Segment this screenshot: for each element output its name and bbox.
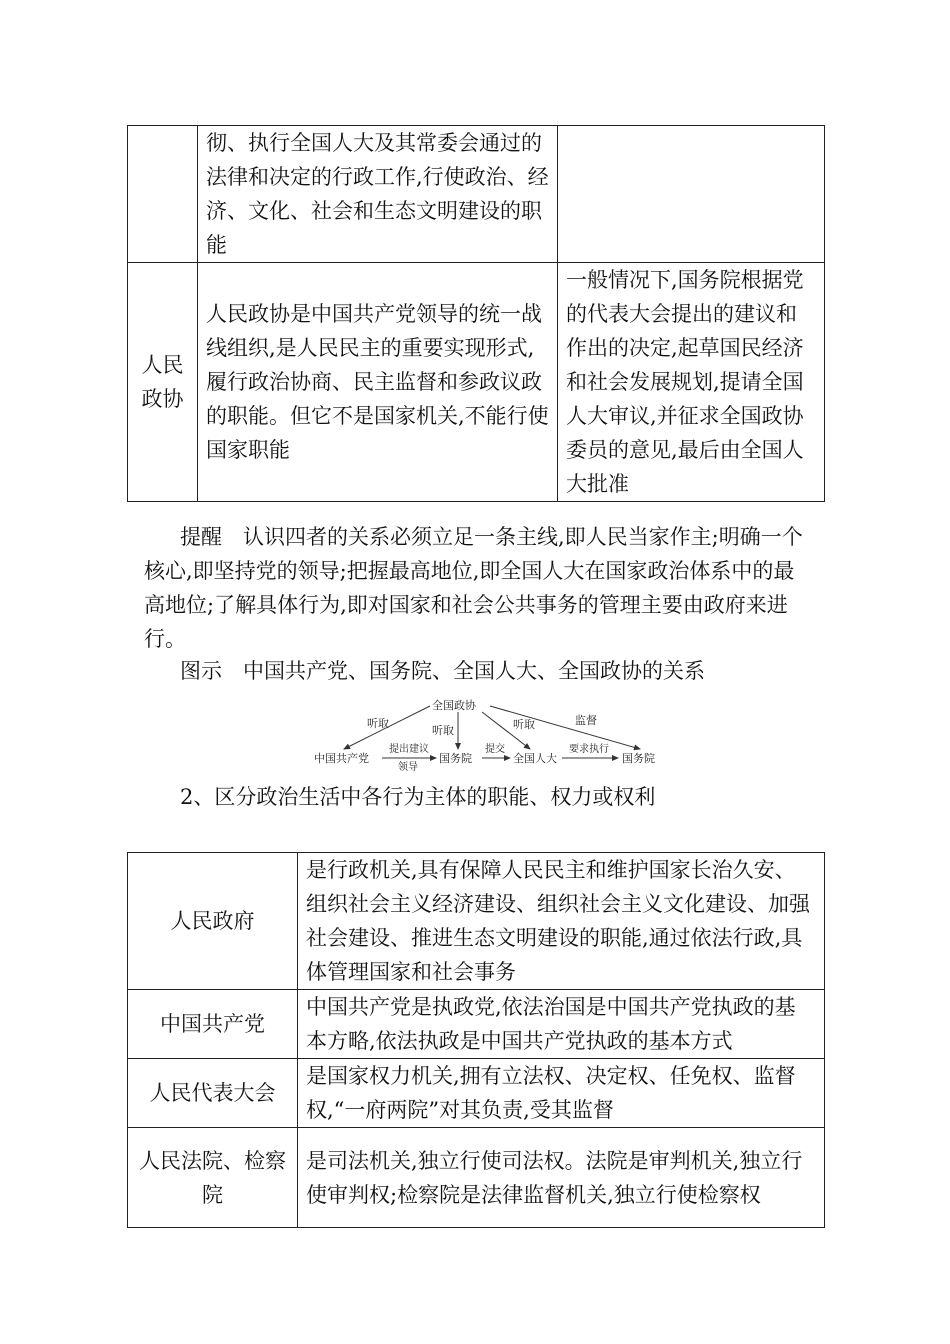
subject-label: 人民代表大会	[128, 1059, 298, 1128]
figure-caption	[180, 654, 705, 688]
node-cppcc: 全国政协	[432, 699, 476, 712]
subject-description: 是司法机关,独立行使司法权。法院是审判机关,独立行使审判权;检察院是法律监督机关,独立行使检察权	[298, 1128, 825, 1228]
table-row	[128, 853, 825, 990]
figure-label: 图示	[180, 659, 222, 683]
table-row	[128, 263, 825, 502]
continued-comparison-table	[127, 125, 825, 502]
subject-functions-table	[127, 852, 825, 1228]
relationship-diagram	[310, 692, 670, 772]
edge-label-listen: 听取	[367, 717, 389, 730]
node-state-council-right: 国务院	[622, 752, 655, 765]
edge-label-require: 要求执行	[569, 744, 609, 755]
subject-label: 中国共产党	[128, 990, 298, 1059]
edge-label-listen: 听取	[432, 724, 454, 737]
node-state-council: 国务院	[439, 752, 472, 765]
subject-label: 人民法院、检察院	[128, 1128, 298, 1228]
table-row	[128, 126, 825, 263]
role-description: 彻、执行全国人大及其常委会通过的法律和决定的行政工作,行使政治、经济、文化、社会和生态文明建设的职能	[198, 126, 558, 263]
table-row	[128, 1059, 825, 1128]
row-label: 人民政协	[128, 263, 198, 502]
role-description: 人民政协是中国共产党领导的统一战线组织,是人民民主的重要实现形式,履行政治协商、民主监督和参政议政的职能。但它不是国家机关,不能行使国家职能	[198, 263, 558, 502]
relation-description: 一般情况下,国务院根据党的代表大会提出的建议和作出的决定,起草国民经济和社会发展规划,提请全国人大审议,并征求全国政协委员的意见,最后由全国人大批准	[558, 263, 825, 502]
node-cpc: 中国共产党	[314, 752, 369, 765]
reminder-paragraph	[144, 520, 814, 656]
relation-description	[558, 126, 825, 263]
row-label	[128, 126, 198, 263]
arrow-cppcc-to-cpc	[344, 706, 430, 749]
subject-description: 是行政机关,具有保障人民民主和维护国家长治久安、组织社会主义经济建设、组织社会主义文化建设、加强社会建设、推进生态文明建设的职能,通过依法行政,具体管理国家和社会事务	[298, 853, 825, 990]
figure-title: 中国共产党、国务院、全国人大、全国政协的关系	[243, 659, 705, 683]
edge-label-listen: 听取	[513, 718, 535, 731]
reminder-text: 认识四者的关系必须立足一条主线,即人民当家作主;明确一个核心,即坚持党的领导;把握最高地位,即全国人大在国家政治体系中的最高地位;了解具体行为,即对国家和社会公共事务的管理主要由政府来进行。	[144, 525, 803, 651]
table-row	[128, 1128, 825, 1228]
edge-label-propose: 提出建议	[389, 744, 429, 755]
node-npc: 全国人大	[513, 752, 557, 765]
table-row	[128, 990, 825, 1059]
edge-label-submit: 提交	[485, 744, 505, 755]
reminder-label: 提醒	[180, 525, 222, 549]
subject-label: 人民政府	[128, 853, 298, 990]
subject-description: 中国共产党是执政党,依法治国是中国共产党执政的基本方略,依法执政是中国共产党执政的基本方式	[298, 990, 825, 1059]
edge-label-supervise: 监督	[575, 714, 597, 727]
subject-description: 是国家权力机关,拥有立法权、决定权、任免权、监督权,“一府两院”对其负责,受其监督	[298, 1059, 825, 1128]
section-title: 2、区分政治生活中各行为主体的职能、权力或权利	[180, 785, 656, 809]
edge-label-lead: 领导	[398, 762, 418, 772]
